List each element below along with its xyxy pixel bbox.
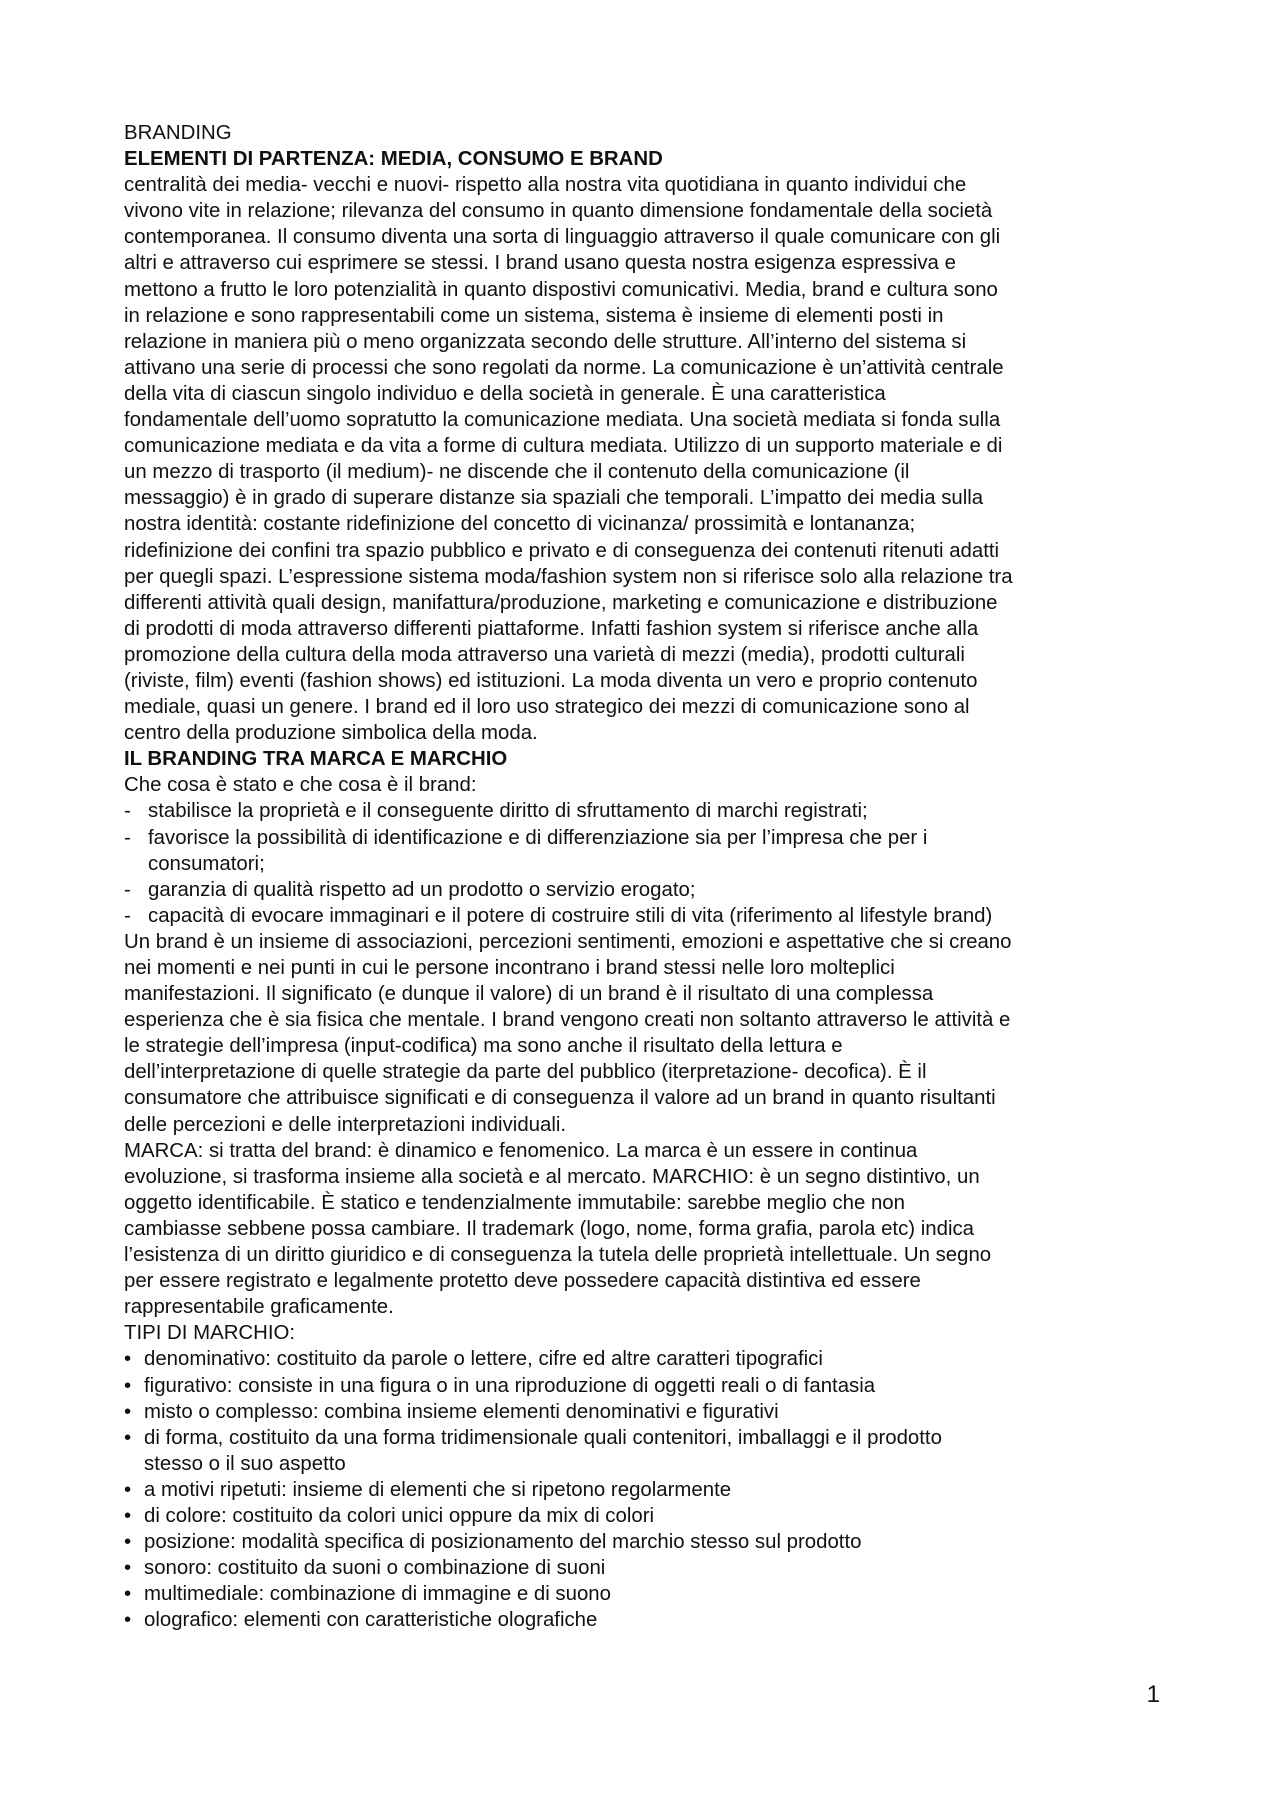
bullet-list-item-text: • olografico: elementi con caratteristiche olografiche (144, 1609, 598, 1632)
bullet-list-item (124, 1399, 1174, 1425)
bullet-list-item (124, 1346, 1174, 1372)
paragraph-line: rappresentabile graficamente. (124, 1296, 394, 1319)
paragraph-line: cambiasse sebbene possa cambiare. Il trademark (logo, nome, forma grafia, parola etc) indica (124, 1217, 975, 1240)
bullet-list-item-text-continued: stesso o il suo aspetto (144, 1452, 346, 1475)
paragraph-line: un mezzo di trasporto (il medium)- ne discende che il contenuto della comunicazione (il (124, 461, 910, 484)
paragraph-line: dell’interpretazione di quelle strategie da parte del pubblico (iterpretazione- decofica). È il (124, 1061, 927, 1084)
paragraph-line: centro della produzione simbolica della moda. (124, 722, 538, 745)
page-number: 1 (1146, 1681, 1160, 1708)
bullet-list-item-text: • di colore: costituito da colori unici oppure da mix di colori (144, 1504, 655, 1527)
bullet-list-item (124, 1607, 1174, 1633)
bullet-list-item (124, 1555, 1174, 1581)
bullet-list-item-text: • posizione: modalità specifica di posizionamento del marchio stesso sul prodotto (144, 1531, 862, 1554)
paragraph-line: ridefinizione dei confini tra spazio pubblico e privato e di conseguenza dei contenuti ritenuti adatti (124, 539, 1000, 562)
paragraph-line: attivano una serie di processi che sono regolati da norme. La comunicazione è un’attività centrale (124, 356, 1004, 379)
dash-list-item-text: - capacità di evocare immaginari e il potere di costruire stili di vita (riferimento al lifestyle brand) (148, 904, 993, 927)
paragraph-line: mettono a frutto le loro potenzialità in quanto dispostivi comunicativi. Media, brand e cultura sono (124, 278, 998, 301)
dash-list-item (124, 825, 1174, 877)
dash-list-item (124, 903, 1174, 929)
paragraph-line: promozione della cultura della moda attraverso una varietà di mezzi (media), prodotti culturali (124, 643, 965, 666)
document-page (124, 120, 1174, 1633)
bullet-list-item (124, 1477, 1174, 1503)
paragraph-line: Un brand è un insieme di associazioni, percezioni sentimenti, emozioni e aspettative che si creano (124, 930, 1012, 953)
types-heading: TIPI DI MARCHIO: (124, 1322, 296, 1345)
bullet-list-item (124, 1373, 1174, 1399)
dash-list-item-text: - favorisce la possibilità di identificazione e di differenziazione sia per l’impresa che per i (148, 826, 928, 849)
paragraph-line: di prodotti di moda attraverso differenti piattaforme. Infatti fashion system si riferisce anche alla (124, 617, 979, 640)
bullet-list-item-text: • misto o complesso: combina insieme elementi denominativi e figurativi (144, 1400, 779, 1423)
section-media-body (124, 172, 1174, 746)
paragraph-line: della vita di ciascun singolo individuo e della società in generale. È una caratteristica (124, 382, 886, 405)
paragraph-line: in relazione e sono rappresentabili come un sistema, sistema è insieme di elementi posti in (124, 304, 944, 327)
paragraph-line: (riviste, film) eventi (fashion shows) ed istituzioni. La moda diventa un vero e proprio contenuto (124, 669, 978, 692)
section-heading-branding: IL BRANDING TRA MARCA E MARCHIO (124, 748, 508, 771)
bullet-list-item-text: • denominativo: costituito da parole o lettere, cifre ed altre caratteri tipografici (144, 1348, 823, 1371)
brand-dash-list (124, 798, 1174, 928)
paragraph-line: delle percezioni e delle interpretazioni individuali. (124, 1113, 567, 1136)
brand-intro: Che cosa è stato e che cosa è il brand: (124, 774, 477, 797)
paragraph-line: per essere registrato e legalmente protetto deve possedere capacità distintiva ed essere (124, 1270, 921, 1293)
paragraph-line: nei momenti e nei punti in cui le persone incontrano i brand stessi nelle loro molteplici (124, 957, 895, 979)
section-heading-media: ELEMENTI DI PARTENZA: MEDIA, CONSUMO E BRAND (124, 148, 663, 171)
paragraph-line: comunicazione mediata e da vita a forme di cultura mediata. Utilizzo di un supporto materiale e di (124, 435, 1003, 458)
bullet-list-item (124, 1581, 1174, 1607)
dash-list-item (124, 798, 1174, 824)
bullet-list-item-text: • di forma, costituito da una forma tridimensionale quali contenitori, imballaggi e il prodotto (144, 1426, 942, 1449)
paragraph-line: manifestazioni. Il significato (e dunque il valore) di un brand è il risultato di una complessa (124, 983, 934, 1006)
paragraph-line: differenti attività quali design, manifattura/produzione, marketing e comunicazione e distribuzione (124, 591, 998, 614)
paragraph-line: l’esistenza di un diritto giuridico e di conseguenza la tutela delle proprietà intellettuale. Un segno (124, 1244, 992, 1267)
paragraph-line: contemporanea. Il consumo diventa una sorta di linguaggio attraverso il quale comunicare con gli (124, 226, 1001, 249)
paragraph-line: mediale, quasi un genere. I brand ed il loro uso strategico dei mezzi di comunicazione sono al (124, 696, 970, 719)
paragraph-line: oggetto identificabile. È statico e tendenzialmente immutabile: sarebbe meglio che non (124, 1191, 905, 1214)
paragraph-line: messaggio) è in grado di superare distanze sia spaziali che temporali. L’impatto dei media sulla (124, 487, 984, 510)
paragraph-line: nostra identità: costante ridefinizione del concetto di vicinanza/ prossimità e lontananza; (124, 513, 916, 536)
paragraph-line: per quegli spazi. L’espressione sistema moda/fashion system non si riferisce solo alla relazione tra (124, 565, 1013, 588)
bullet-list-item-text: • sonoro: costituito da suoni o combinazione di suoni (144, 1557, 606, 1580)
dash-list-item (124, 877, 1174, 903)
bullet-list-item (124, 1529, 1174, 1555)
paragraph-line: consumatore che attribuisce significati e di conseguenza il valore ad un brand in quanto risultanti (124, 1087, 996, 1110)
paragraph-line: le strategie dell’impresa (input-codifica) ma sono anche il risultato della lettura e (124, 1035, 843, 1058)
bullet-list-item-text: • figurativo: consiste in una figura o in una riproduzione di oggetti reali o di fantasia (144, 1374, 876, 1397)
trademark-types-list (124, 1346, 1174, 1633)
paragraph-line: MARCA: si tratta del brand: è dinamico e fenomenico. La marca è un essere in continua (124, 1139, 918, 1162)
dash-list-item-text-continued: consumatori; (148, 852, 265, 875)
paragraph-line: altri e attraverso cui esprimere se stessi. I brand usano questa nostra esigenza espressiva e (124, 252, 956, 275)
bullet-list-item-text: • a motivi ripetuti: insieme di elementi che si ripetono regolarmente (144, 1478, 732, 1501)
dash-list-item-text: - stabilisce la proprietà e il conseguente diritto di sfruttamento di marchi registrati; (148, 800, 868, 823)
paragraph-line: esperienza che è sia fisica che mentale. I brand vengono creati non soltanto attraverso le attività e (124, 1009, 1011, 1032)
bullet-list-item (124, 1503, 1174, 1529)
paragraph-line: vivono vite in relazione; rilevanza del consumo in quanto dimensione fondamentale della società (124, 200, 993, 223)
paragraph-line: relazione in maniera più o meno organizzata secondo delle strutture. All’interno del sistema si (124, 330, 967, 353)
section-branding-body (124, 929, 1174, 1320)
bullet-list-item (124, 1425, 1174, 1477)
dash-list-item-text: - garanzia di qualità rispetto ad un prodotto o servizio erogato; (148, 878, 696, 901)
paragraph-line: fondamentale dell’uomo sopratutto la comunicazione mediata. Una società mediata si fonda sulla (124, 409, 1001, 432)
document-title: BRANDING (124, 122, 232, 144)
paragraph-line: evoluzione, si trasforma insieme alla società e al mercato. MARCHIO: è un segno distintivo, un (124, 1165, 980, 1188)
paragraph-line: centralità dei media- vecchi e nuovi- rispetto alla nostra vita quotidiana in quanto individui che (124, 174, 967, 197)
bullet-list-item-text: • multimediale: combinazione di immagine e di suono (144, 1583, 611, 1606)
